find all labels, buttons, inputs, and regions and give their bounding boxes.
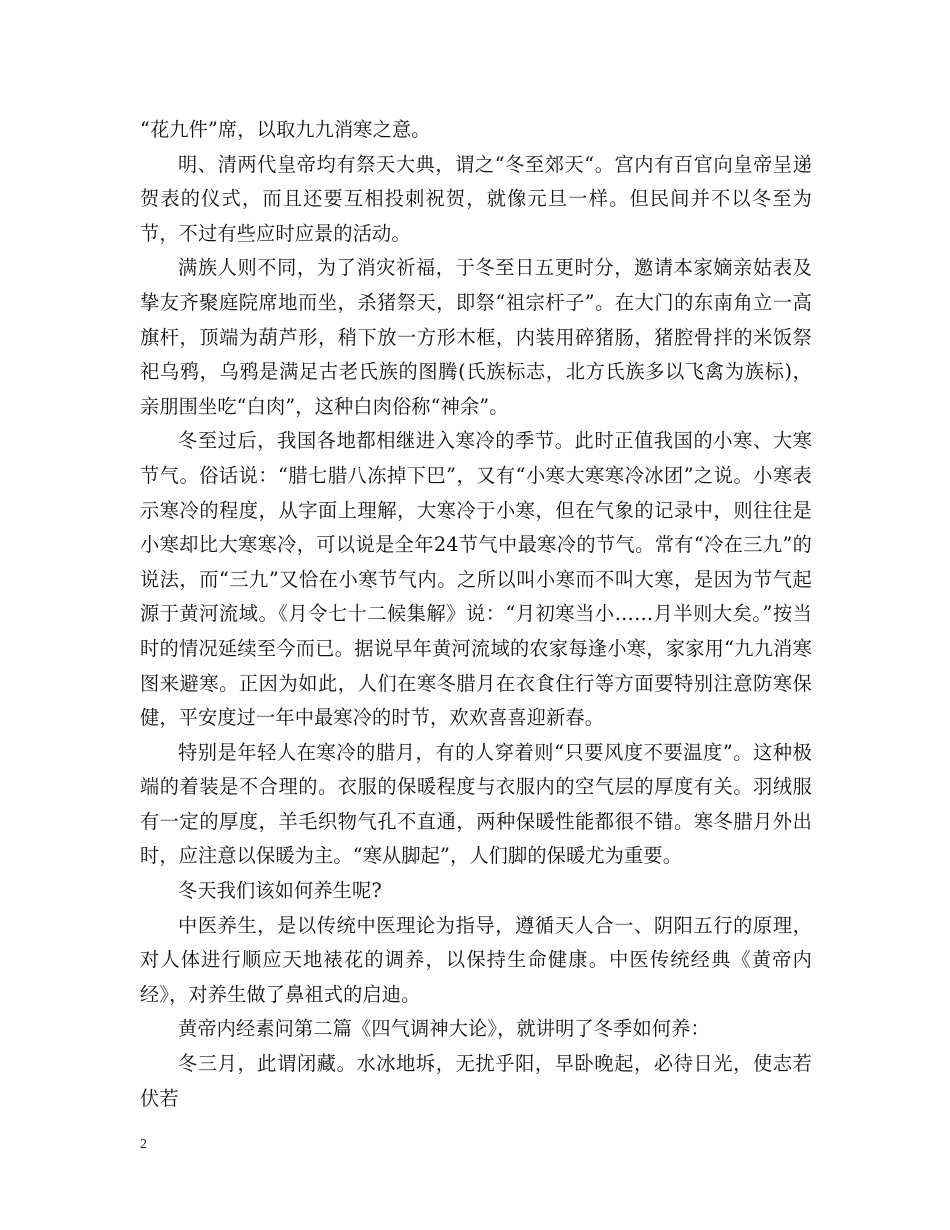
page-number: 2 [140, 1137, 147, 1152]
paragraph-4: 冬至过后，我国各地都相继进入寒冷的季节。此时正值我国的小寒、大寒节气。俗话说：“腊七腊八冻掉下巴”，又有“小寒大寒寒冷冰团”之说。小寒表示寒冷的程度，从字面上理解，大寒冷于小寒，但在气象的记录中，则往往是小寒却比大寒寒冷，可以说是全年24节气中最寒冷的节气。常有“冷在三九”的说法，而“三九”又恰在小寒节气内。之所以叫小寒而不叫大寒，是因为节气起源于黄河流域。《月令七十二候集解》说：“月初寒当小……月半则大矣。”按当时的情况延续至今而已。据说早年黄河流域的农家每逢小寒，家家用“九九消寒图来避寒。正因为如此，人们在寒冬腊月在衣食住行等方面要特别注意防寒保健，平安度过一年中最寒冷的时节，欢欢喜喜迎新春。 [140, 429, 812, 730]
paragraph-2: 明、清两代皇帝均有祭天大典，谓之“冬至郊天“。宫内有百官向皇帝呈递贺表的仪式，而且还要互相投刺祝贺，就像元旦一样。但民间并不以冬至为节，不过有些应时应景的活动。 [140, 152, 812, 245]
paragraph-9: 冬三月，此谓闭藏。水冰地坼，无扰乎阳，早卧晚起，必待日光，使志若伏若 [140, 1052, 812, 1110]
paragraph-1: “花九件”席，以取九九消寒之意。 [140, 118, 431, 141]
document-body [140, 113, 812, 1116]
paragraph-8: 黄帝内经素问第二篇《四气调神大论》，就讲明了冬季如何养： [178, 1017, 710, 1041]
paragraph-3: 满族人则不同，为了消灾祈福，于冬至日五更时分，邀请本家嫡亲姑表及挚友齐聚庭院席地而坐，杀猪祭天，即祭“祖宗杆子”。在大门的东南角立一高旗杆，顶端为葫芦形，稍下放一方形木框，内装用碎猪肠，猪腔骨拌的米饭祭祀乌鸦，乌鸦是满足古老氏族的图腾(氏族标志，北方氏族多以飞禽为族标)，亲朋围坐吃“白肉”，这种白肉俗称“神余”。 [140, 256, 812, 418]
paragraph-5: 特别是年轻人在寒冷的腊月，有的人穿着则“只要风度不要温度”。这种极端的着装是不合理的。衣服的保暖程度与衣服内的空气层的厚度有关。羽绒服有一定的厚度，羊毛织物气孔不直通，两种保暖性能都很不错。寒冬腊月外出时，应注意以保暖为主。“寒从脚起”，人们脚的保暖尤为重要。 [140, 740, 812, 868]
paragraph-7: 中医养生，是以传统中医理论为指导，遵循天人合一、阴阳五行的原理，对人体进行顺应天地裱花的调养，以保持生命健康。中医传统经典《黄帝内经》，对养生做了鼻祖式的启迪。 [140, 913, 812, 1006]
paragraph-6: 冬天我们该如何养生呢? [178, 879, 382, 903]
